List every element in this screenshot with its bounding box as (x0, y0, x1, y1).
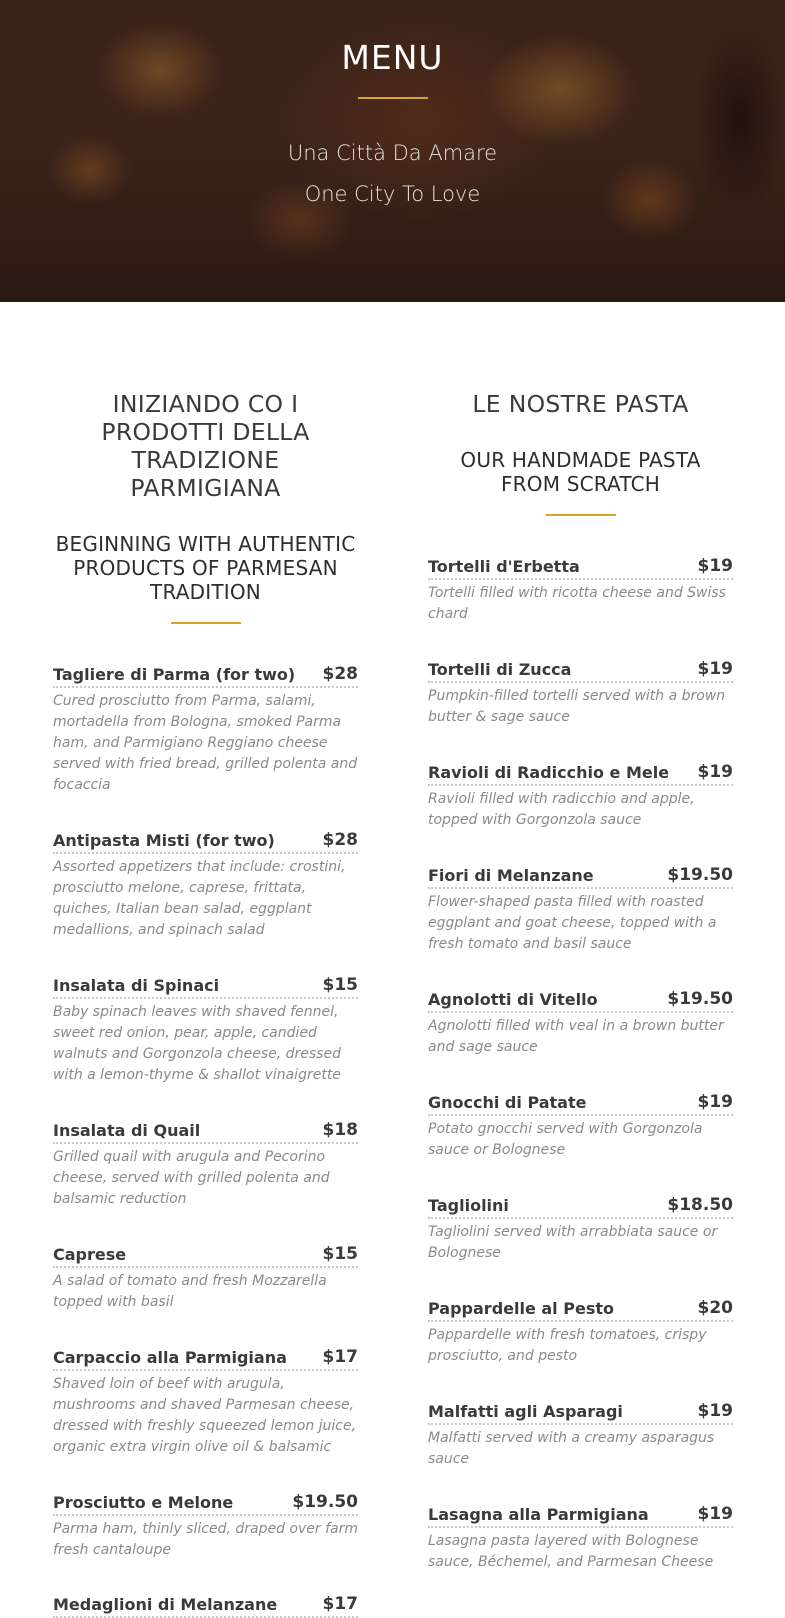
menu-item (428, 762, 733, 831)
item-price: $19 (697, 1092, 733, 1112)
menu-item (53, 1120, 358, 1210)
item-description: A salad of tomato and fresh Mozzarella topped with basil (53, 1273, 327, 1310)
item-price: $19 (697, 556, 733, 576)
section-divider (171, 622, 241, 624)
item-name: Ravioli di Radicchio e Mele (428, 763, 670, 782)
pasta-column (428, 390, 733, 1570)
item-price: $19.50 (667, 865, 733, 885)
menu-item (428, 1401, 733, 1470)
item-name: Pappardelle al Pesto (428, 1299, 614, 1318)
item-description: Assorted appetizers that include: crostini, prosciutto melone, caprese, frittata, quiches, Italian bean salad, eggplant medallions, and spinach salad (53, 859, 346, 938)
menu-item (53, 975, 358, 1086)
item-name: Medaglioni di Melanzane (53, 1595, 278, 1614)
menu-item (53, 830, 358, 941)
item-description: Tortelli filled with ricotta cheese and Swiss chard (428, 585, 726, 622)
item-description: Lasagna pasta layered with Bolognese sauce, Béchemel, and Parmesan Cheese (428, 1533, 714, 1570)
item-price: $19 (697, 1401, 733, 1421)
item-description: Cured prosciutto from Parma, salami, mortadella from Bologna, smoked Parma ham, and Parmigiano Reggiano cheese served with fried bread, grilled polenta and focaccia (53, 693, 358, 793)
item-name: Lasagna alla Parmigiana (428, 1505, 649, 1524)
item-description: Pumpkin-filled tortelli served with a brown butter & sage sauce (428, 688, 726, 725)
item-price: $19.50 (292, 1492, 358, 1512)
item-price: $18.50 (667, 1195, 733, 1215)
item-description: Agnolotti filled with veal in a brown butter and sage sauce (428, 1018, 724, 1055)
menu-item (428, 989, 733, 1058)
item-name: Prosciutto e Melone (53, 1493, 234, 1512)
item-description: Shaved loin of beef with arugula, mushrooms and shaved Parmesan cheese, dressed with freshly squeezed lemon juice, organic extra virgin olive oil & balsamic (53, 1376, 357, 1455)
item-name: Tagliolini (428, 1196, 509, 1215)
menu-item (428, 865, 733, 955)
item-price: $15 (322, 1244, 358, 1264)
item-price: $28 (322, 664, 358, 684)
menu-item (53, 1244, 358, 1313)
item-description: Parma ham, thinly sliced, draped over farm fresh cantaloupe (53, 1521, 358, 1558)
item-price: $19 (697, 1504, 733, 1524)
menu-item (428, 1195, 733, 1264)
item-price: $19.50 (667, 989, 733, 1009)
item-name: Insalata di Quail (53, 1121, 201, 1140)
item-name: Carpaccio alla Parmigiana (53, 1348, 287, 1367)
item-description: Grilled quail with arugula and Pecorino cheese, served with grilled polenta and balsamic reduction (53, 1149, 330, 1207)
menu-item (53, 664, 358, 796)
section-title: INIZIANDO CO I PRODOTTI DELLA TRADIZIONE PARMIGIANA (101, 390, 310, 502)
item-name: Gnocchi di Patate (428, 1093, 587, 1112)
menu-item (53, 1594, 358, 1618)
menu-item (53, 1347, 358, 1458)
item-price: $17 (322, 1594, 358, 1614)
hero-banner (0, 0, 785, 302)
item-name: Tagliere di Parma (for two) (53, 665, 296, 684)
item-price: $17 (322, 1347, 358, 1367)
item-description: Ravioli filled with radicchio and apple, topped with Gorgonzola sauce (428, 791, 695, 828)
section-title: LE NOSTRE PASTA (472, 390, 689, 418)
section-subtitle: BEGINNING WITH AUTHENTIC PRODUCTS OF PARMESAN TRADITION (55, 532, 356, 604)
section-divider (546, 514, 616, 516)
menu-item (428, 1504, 733, 1573)
item-price: $20 (697, 1298, 733, 1318)
title-divider (358, 97, 428, 99)
menu-item (428, 1298, 733, 1367)
item-description: Pappardelle with fresh tomatoes, crispy prosciutto, and pesto (428, 1327, 707, 1364)
page-title: MENU (341, 38, 444, 77)
section-subtitle: OUR HANDMADE PASTA FROM SCRATCH (460, 448, 701, 496)
item-name: Malfatti agli Asparagi (428, 1402, 623, 1421)
item-price: $18 (322, 1120, 358, 1140)
item-description: Baby spinach leaves with shaved fennel, sweet red onion, pear, apple, candied walnuts and Gorgonzola cheese, dressed with a lemon-thyme & shallot vinaigrette (53, 1004, 341, 1083)
item-name: Antipasta Misti (for two) (53, 831, 275, 850)
item-price: $15 (322, 975, 358, 995)
hero-subtitle-english: One City To Love (304, 182, 481, 206)
menu-item (428, 1092, 733, 1161)
item-name: Tortelli d'Erbetta (428, 557, 580, 576)
item-description: Malfatti served with a creamy asparagus sauce (428, 1430, 715, 1467)
item-description: Tagliolini served with arrabbiata sauce or Bolognese (428, 1224, 718, 1261)
item-price: $19 (697, 762, 733, 782)
hero-subtitle-italian: Una Città Da Amare (287, 141, 498, 165)
item-name: Caprese (53, 1245, 127, 1264)
item-name: Insalata di Spinaci (53, 976, 220, 995)
item-name: Tortelli di Zucca (428, 660, 572, 679)
menu-item (53, 1492, 358, 1561)
menu-item (428, 556, 733, 625)
item-description: Potato gnocchi served with Gorgonzola sauce or Bolognese (428, 1121, 703, 1158)
menu-item (428, 659, 733, 728)
item-name: Fiori di Melanzane (428, 866, 594, 885)
item-description: Flower-shaped pasta filled with roasted eggplant and goat cheese, topped with a fresh tomato and basil sauce (428, 894, 717, 952)
item-price: $28 (322, 830, 358, 850)
item-price: $19 (697, 659, 733, 679)
item-name: Agnolotti di Vitello (428, 990, 598, 1009)
antipasti-column (53, 390, 358, 1614)
